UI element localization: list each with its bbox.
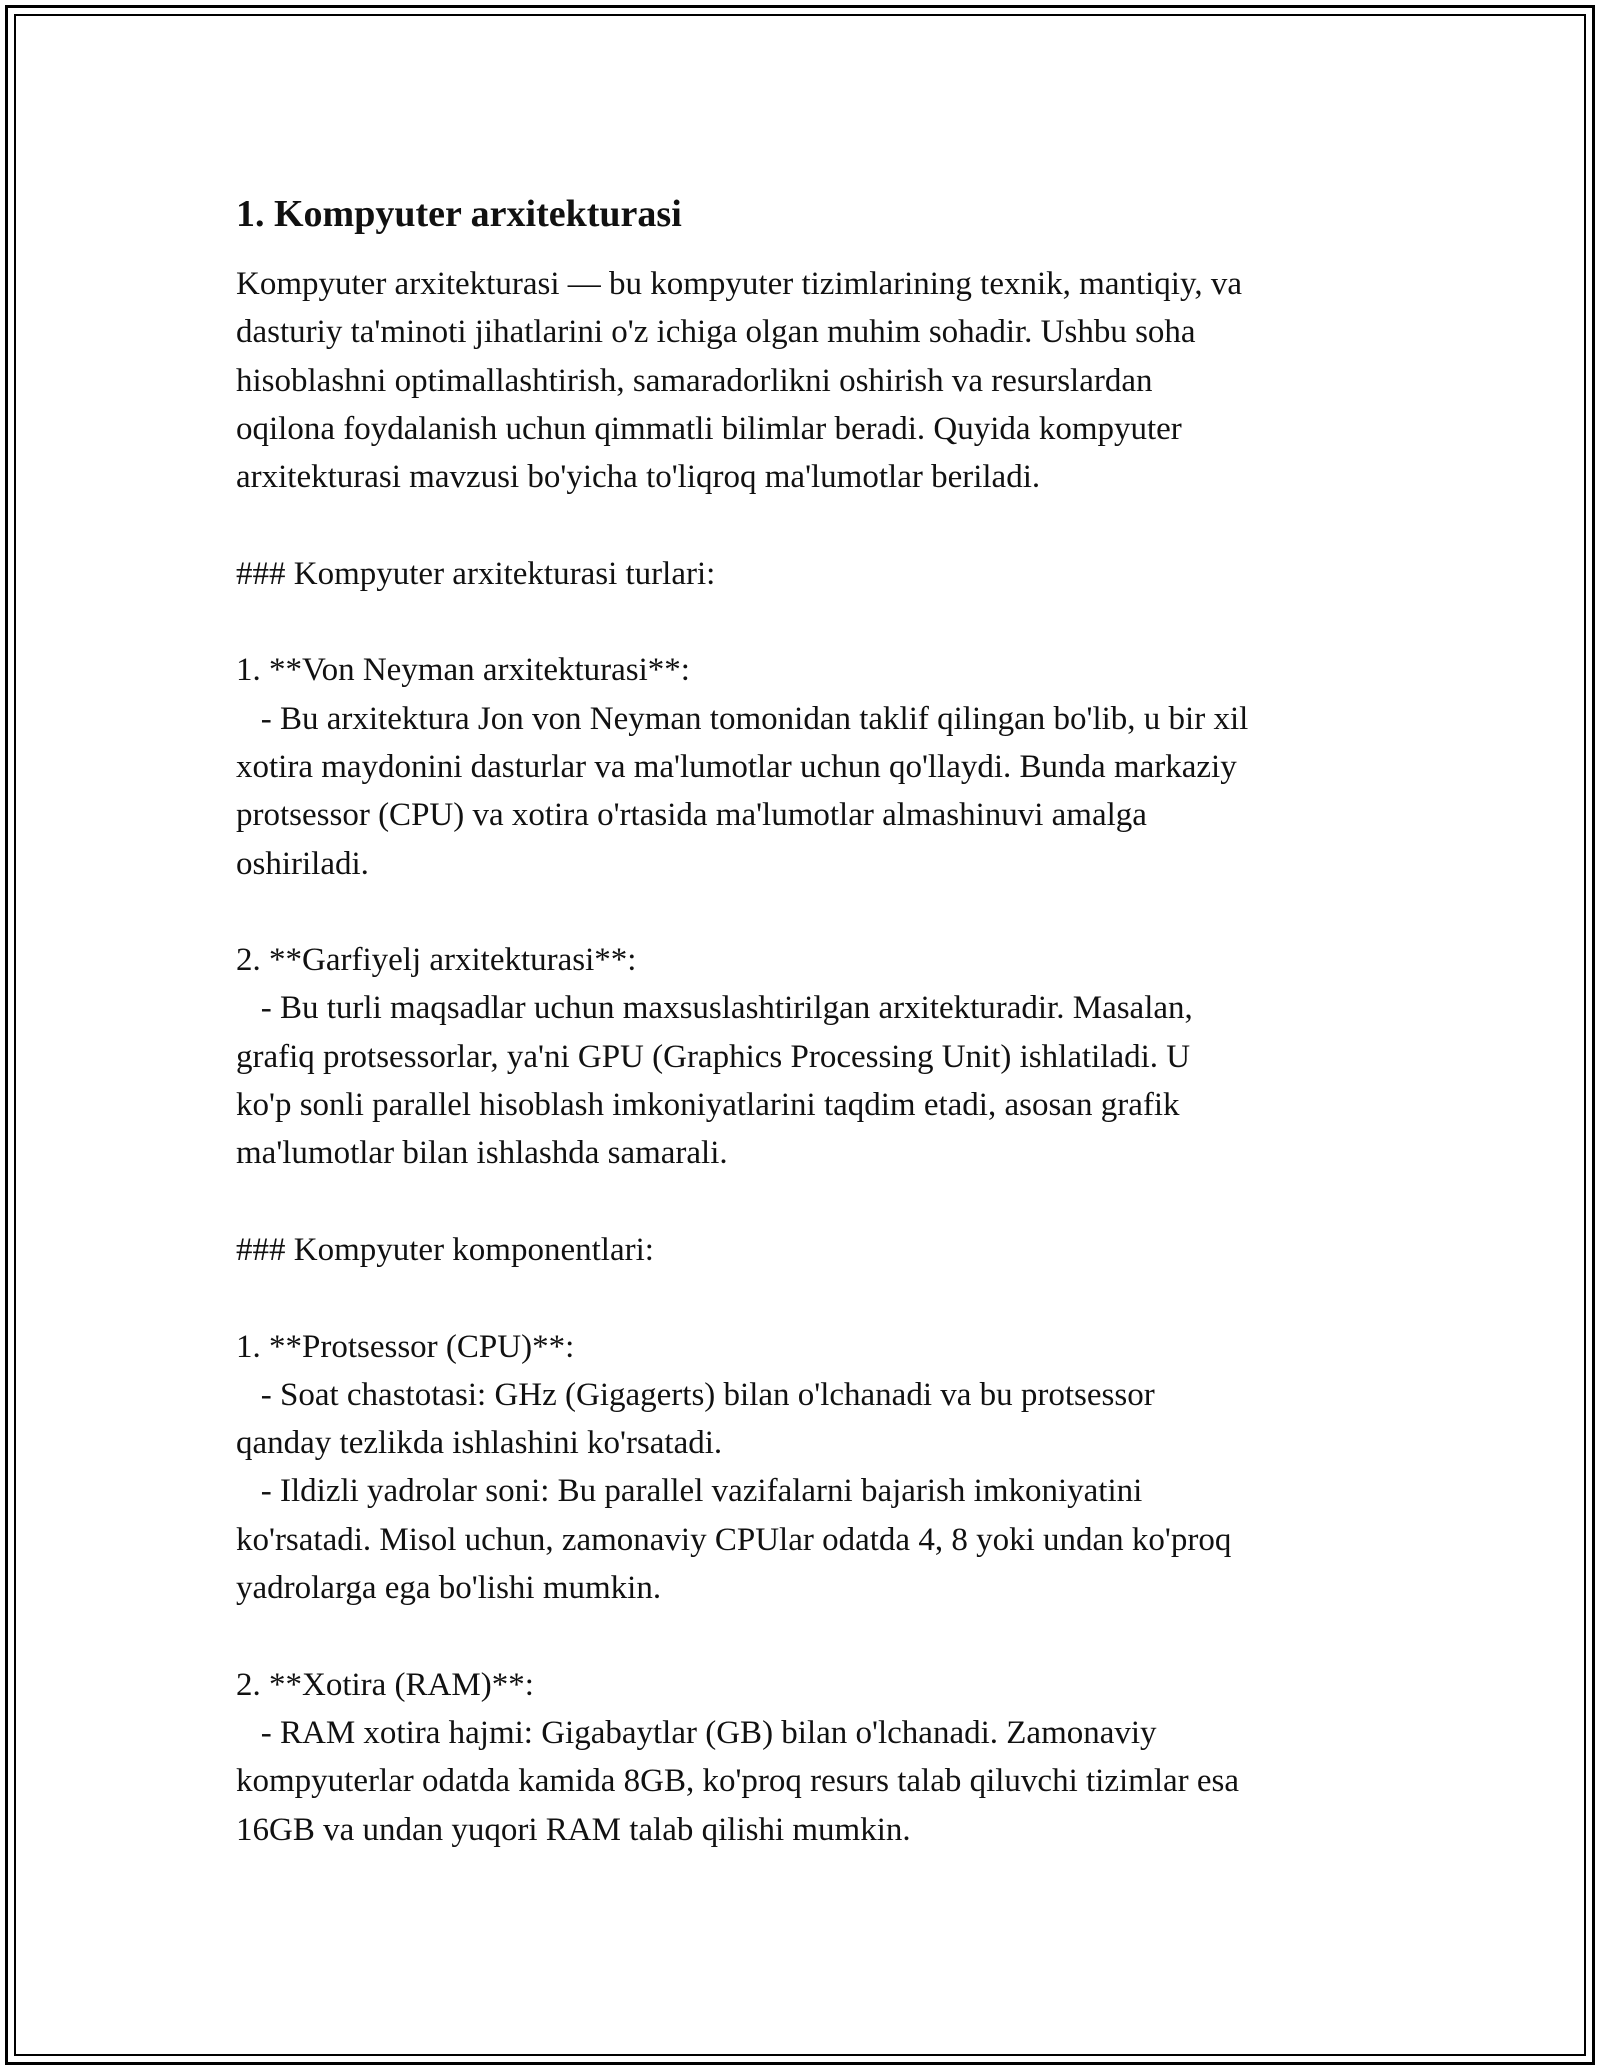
- text-line: qanday tezlikda ishlashini ko'rsatadi.: [236, 1425, 723, 1462]
- text-line: - Bu arxitektura Jon von Neyman tomonidan taklif qilingan bo'lib, u bir xil: [236, 700, 1249, 737]
- text-line: kompyuterlar odatda kamida 8GB, ko'proq resurs talab qiluvchi tizimlar esa: [236, 1763, 1240, 1800]
- text-line: - Soat chastotasi: GHz (Gigagerts) bilan o'lchanadi va bu protsessor: [236, 1376, 1155, 1413]
- text-line: dasturiy ta'minoti jihatlarini o'z ichiga olgan muhim sohadir. Ushbu soha: [236, 314, 1196, 351]
- section-heading-components: [236, 1226, 1386, 1274]
- section-heading-architecture-types: [236, 550, 1386, 598]
- list-item-ram: [236, 1661, 1386, 1854]
- text-line: ma'lumotlar bilan ishlashda samarali.: [236, 1135, 728, 1172]
- text-line: ### Kompyuter komponentlari:: [236, 1231, 654, 1268]
- text-line: 16GB va undan yuqori RAM talab qilishi mumkin.: [236, 1811, 911, 1848]
- document-body: [236, 188, 1386, 1902]
- text-line: oqilona foydalanish uchun qimmatli bilimlar beradi. Quyida kompyuter: [236, 410, 1182, 447]
- text-line: 2. **Xotira (RAM)**:: [236, 1666, 534, 1703]
- text-line: Kompyuter arxitekturasi — bu kompyuter tizimlarining texnik, mantiqiy, va: [236, 266, 1242, 302]
- text-line: arxitekturasi mavzusi bo'yicha to'liqroq ma'lumotlar beriladi.: [236, 459, 1041, 496]
- list-item-cpu: [236, 1323, 1386, 1613]
- text-line: hisoblashni optimallashtirish, samaradorlikni oshirish va resurslardan: [236, 362, 1153, 399]
- text-line: yadrolarga ega bo'lishi mumkin.: [236, 1570, 662, 1607]
- text-line: 1. **Protsessor (CPU)**:: [236, 1328, 575, 1365]
- text-line: protsessor (CPU) va xotira o'rtasida ma'lumotlar almashinuvi amalga: [236, 797, 1147, 834]
- text-line: 2. **Garfiyelj arxitekturasi**:: [236, 942, 637, 979]
- text-line: ko'rsatadi. Misol uchun, zamonaviy CPUlar odatda 4, 8 yoki undan ko'proq: [236, 1521, 1232, 1558]
- text-line: - Bu turli maqsadlar uchun maxsuslashtirilgan arxitekturadir. Masalan,: [236, 990, 1193, 1027]
- document-title: 1. Kompyuter arxitekturasi: [236, 193, 682, 235]
- list-item-von-neumann: [236, 646, 1386, 887]
- intro-paragraph: [236, 260, 1386, 501]
- text-line: grafiq protsessorlar, ya'ni GPU (Graphics Processing Unit) ishlatiladi. U: [236, 1038, 1191, 1075]
- list-item-garfiyelj: [236, 936, 1386, 1177]
- text-line: ko'p sonli parallel hisoblash imkoniyatlarini taqdim etadi, asosan grafik: [236, 1087, 1180, 1124]
- text-line: xotira maydonini dasturlar va ma'lumotlar uchun qo'llaydi. Bunda markaziy: [236, 748, 1237, 785]
- text-line: - Ildizli yadrolar soni: Bu parallel vazifalarni bajarish imkoniyatini: [236, 1473, 1143, 1510]
- text-line: oshiriladi.: [236, 845, 369, 882]
- text-line: ### Kompyuter arxitekturasi turlari:: [236, 555, 716, 592]
- text-line: 1. **Von Neyman arxitekturasi**:: [236, 652, 690, 689]
- text-line: - RAM xotira hajmi: Gigabaytlar (GB) bilan o'lchanadi. Zamonaviy: [236, 1714, 1157, 1751]
